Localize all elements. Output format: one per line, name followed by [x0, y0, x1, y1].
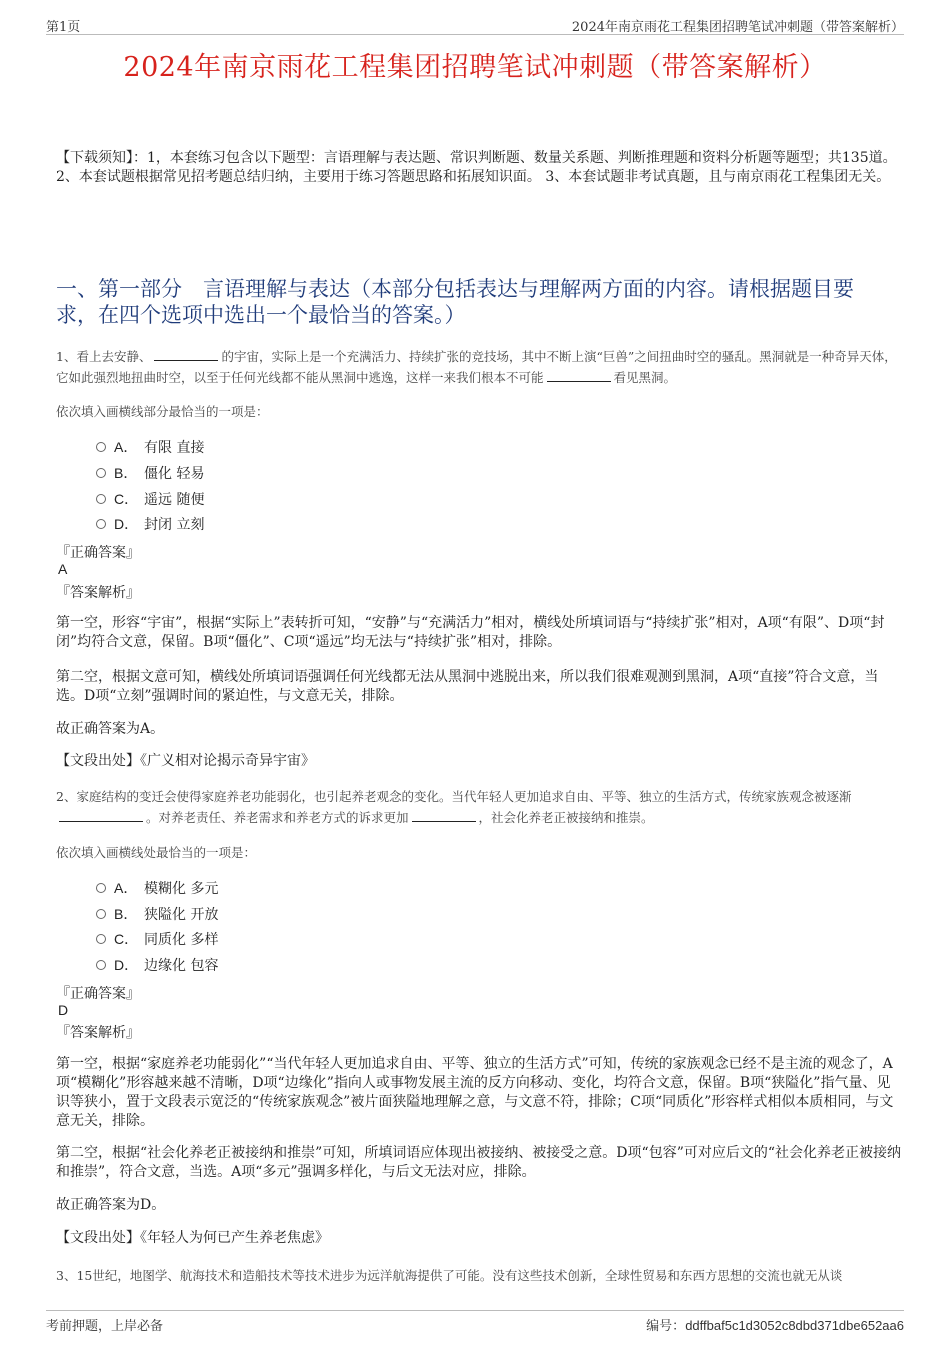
header-doc-title: 2024年南京雨花工程集团招聘笔试冲刺题（带答案解析） [571, 20, 904, 35]
option-text: 僵化 轻易 [144, 466, 205, 482]
radio-icon[interactable] [96, 909, 106, 919]
q2-source: 【文段出处】《年轻人为何已产生养老焦虑》 [56, 1230, 329, 1246]
q1-stem-part-1: 1、看上去安静、 [56, 349, 152, 364]
q2-stem-part-2: 。对养老责任、养老需求和养老方式的诉求更加 [146, 810, 409, 825]
q2-blank-2 [412, 809, 476, 822]
q1-option-b[interactable] [96, 463, 204, 483]
option-letter: B． [114, 465, 138, 481]
q1-blank-1 [154, 348, 218, 361]
q1-analysis-2: 第二空，根据文意可知，横线处所填词语强调任何光线都无法从黑洞中逃脱出来，所以我们很难观测到黑洞，A项“直接”符合文意，当选。D项“立刻”强调时间的紧迫性，与文意无关，排除。 [56, 669, 879, 704]
option-letter: C． [114, 491, 139, 507]
q2-answer: D [58, 1002, 69, 1018]
radio-icon[interactable] [96, 519, 106, 529]
radio-icon[interactable] [96, 960, 106, 970]
option-text: 有限 直接 [144, 440, 205, 456]
q1-stem-part-3: 看见黑洞。 [613, 370, 677, 385]
q2-answer-label: 『正确答案』 [56, 986, 140, 1002]
option-letter: D． [114, 957, 139, 973]
q2-analysis-2: 第二空，根据“社会化养老正被接纳和推崇”可知，所填词语应体现出被接纳、被接受之意。D项“包容”可对应后文的“社会化养老正被接纳和推崇”，符合文意，当选。A项“多元”强调多样化，与后文无法对应，排除。 [56, 1145, 902, 1180]
radio-icon[interactable] [96, 934, 106, 944]
q1-option-d[interactable] [96, 514, 204, 534]
page-title: 2024年南京雨花工程集团招聘笔试冲刺题（带答案解析） [123, 52, 827, 83]
page-footer [46, 1310, 904, 1334]
option-text: 封闭 立刻 [144, 517, 205, 533]
download-notice: 【下载须知】：1，本套练习包含以下题型：言语理解与表达题、常识判断题、数量关系题、判断推理题和资料分析题等题型；共135道。 2、本套试题根据常见招考题总结归纳，主要用于练习答题思路和拓展知识面。 3、本套试题非考试真题，且与南京雨花工程集团无关。 [56, 150, 897, 185]
option-letter: C． [114, 931, 139, 947]
question-1-stem [56, 346, 904, 388]
q1-source: 【文段出处】《广义相对论揭示奇异宇宙》 [56, 753, 315, 769]
option-letter: A． [114, 439, 138, 455]
option-text: 边缘化 包容 [144, 958, 219, 974]
radio-icon[interactable] [96, 494, 106, 504]
radio-icon[interactable] [96, 468, 106, 478]
q2-analysis-3: 故正确答案为D。 [56, 1197, 166, 1213]
q2-analysis-label: 『答案解析』 [56, 1025, 140, 1041]
q1-blank-2 [547, 369, 611, 382]
option-text: 同质化 多样 [144, 932, 219, 948]
footer-slogan: 考前押题，上岸必备 [46, 1319, 164, 1334]
section-heading: 一、第一部分 言语理解与表达（本部分包括表达与理解两方面的内容。请根据题目要求，在四个选项中选出一个最恰当的答案。） [56, 277, 854, 327]
q2-option-b[interactable] [96, 904, 218, 924]
page-header [46, 14, 904, 35]
q2-analysis-1: 第一空，根据“家庭养老功能弱化”“当代年轻人更加追求自由、平等、独立的生活方式”可知，传统的家族观念已经不是主流的观念了，A项“模糊化”形容越来越不清晰，D项“边缘化”指向人或事物发展主流的反方向移动、变化，均符合文意，保留。B项“狭隘化”指气量、见识等狭小，置于文段表示宽泛的“传统家族观念”被片面狭隘地理解之意，与文意不符，排除；C项“同质化”形容样式相似本质相同，与文意无关，排除。 [56, 1056, 894, 1129]
option-letter: D． [114, 516, 139, 532]
radio-icon[interactable] [96, 883, 106, 893]
q1-option-a[interactable] [96, 437, 204, 457]
option-text: 遥远 随便 [144, 492, 205, 508]
q1-analysis-1: 第一空，形容“宇宙”，根据“实际上”表转折可知，“安静”与“充满活力”相对，横线处所填词语与“持续扩张”相对，A项“有限”、D项“封闭”均符合文意，保留。B项“僵化”、C项“遥远”均无法与“持续扩张”相对，排除。 [56, 615, 885, 650]
q2-prompt: 依次填入画横线处最恰当的一项是： [56, 845, 257, 860]
q2-option-c[interactable] [96, 929, 218, 949]
q1-stem-part-2: 的宇宙，实际上是一个充满活力、持续扩张的竞技场，其中不断上演“巨兽”之间扭曲时空的骚乱。黑洞就是一种奇异天体，它如此强烈地扭曲时空，以至于任何光线都不能从黑洞中逃逸，这样一来我们根本不可能 [56, 349, 897, 385]
question-2-stem [56, 786, 904, 828]
q1-analysis-label: 『答案解析』 [56, 585, 140, 601]
q2-stem-part-1: 2、家庭结构的变迁会使得家庭养老功能弱化，也引起养老观念的变化。当代年轻人更加追求自由、平等、独立的生活方式，传统家族观念被逐渐 [56, 789, 852, 804]
q1-option-c[interactable] [96, 489, 204, 509]
option-letter: A． [114, 880, 138, 896]
footer-code-value: ddffbaf5c1d3052c8dbd371dbe652aa6 [685, 1318, 904, 1333]
footer-code-label: 编号： [646, 1319, 686, 1334]
page-number: 第1页 [46, 20, 81, 35]
q2-option-d[interactable] [96, 955, 218, 975]
q1-answer: A [58, 561, 68, 577]
q1-answer-label: 『正确答案』 [56, 545, 140, 561]
option-text: 狭隘化 开放 [144, 907, 219, 923]
q1-analysis-3: 故正确答案为A。 [56, 721, 165, 737]
q2-blank-1 [59, 809, 143, 822]
q2-option-a[interactable] [96, 878, 218, 898]
footer-code [646, 1315, 904, 1334]
question-3-stem: 3、15世纪，地图学、航海技术和造船技术等技术进步为远洋航海提供了可能。没有这些技术创新，全球性贸易和东西方思想的交流也就无从谈 [56, 1268, 843, 1283]
radio-icon[interactable] [96, 442, 106, 452]
option-letter: B． [114, 906, 138, 922]
q1-prompt: 依次填入画横线部分最恰当的一项是： [56, 404, 269, 419]
q2-stem-part-3: ，社会化养老正被接纳和推崇。 [478, 810, 654, 825]
option-text: 模糊化 多元 [144, 881, 219, 897]
